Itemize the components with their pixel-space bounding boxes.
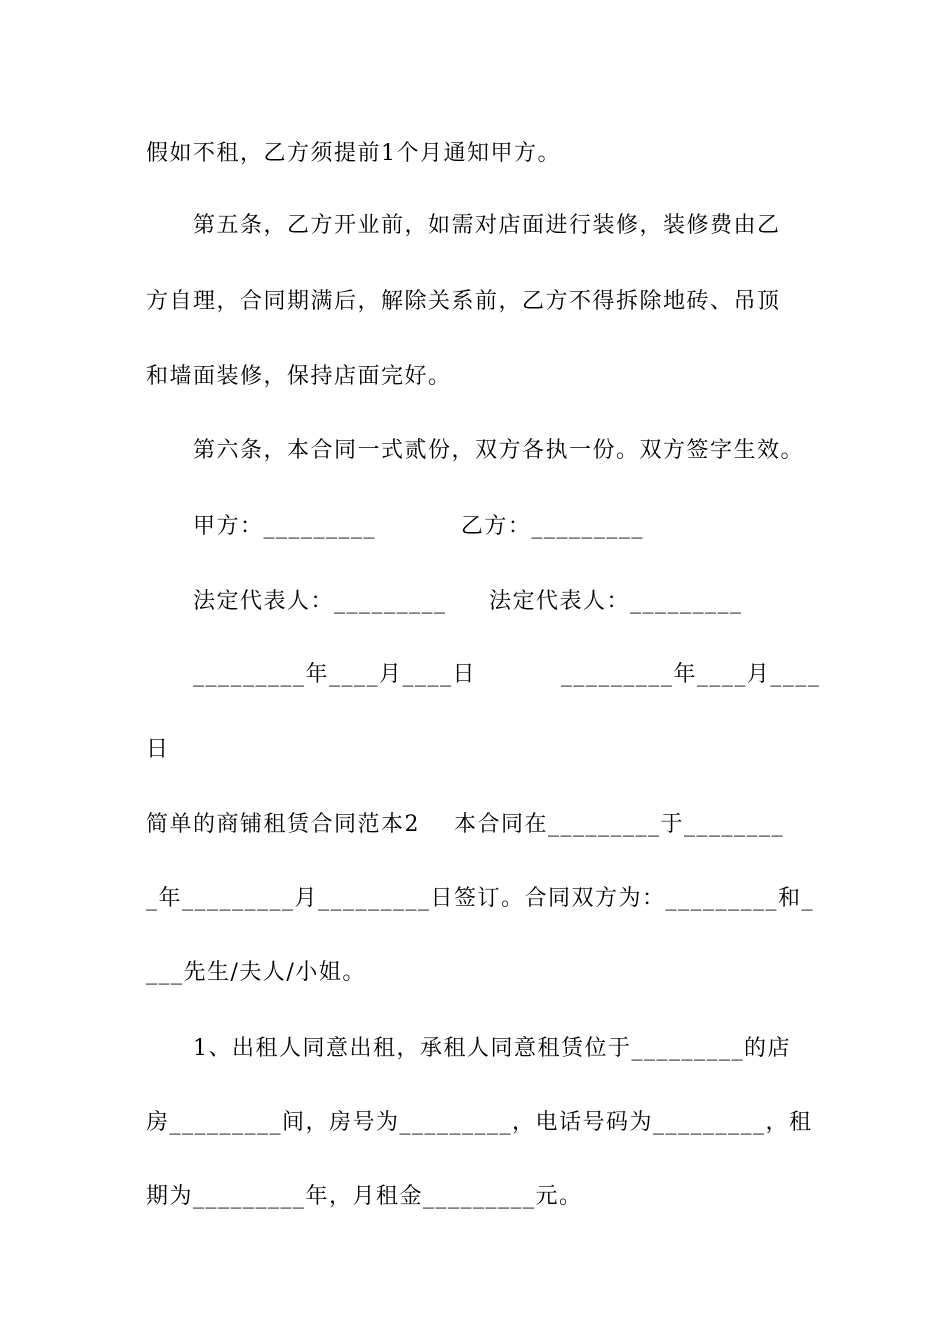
text-line: _年_________月_________日签订。合同双方为：_________和_	[146, 886, 815, 911]
text-line: 第五条，乙方开业前，如需对店面进行装修，装修费由乙	[193, 213, 781, 238]
text-line: 假如不租，乙方须提前1个月通知甲方。	[146, 141, 561, 166]
signature-line-party: 甲方：_________ 乙方：_________	[193, 514, 644, 539]
text-line: 日	[146, 737, 170, 762]
text-line: 期为_________年，月租金_________元。	[146, 1184, 583, 1209]
text-line: 1、出租人同意出租，承租人同意租赁位于_________的店	[193, 1036, 791, 1061]
text-line: 方自理，合同期满后，解除关系前，乙方不得拆除地砖、吊顶	[146, 289, 781, 314]
signature-line-date: _________年____月____日 _________年____月____	[193, 662, 821, 687]
text-line: ___先生/夫人/小姐。	[146, 960, 366, 985]
text-line: 和墙面装修，保持店面完好。	[146, 364, 452, 389]
text-line: 房_________间，房号为_________，电话号码为_________，租	[146, 1110, 813, 1135]
text-line: 简单的商铺租赁合同范本2 本合同在_________于________	[146, 812, 784, 837]
text-line: 第六条，本合同一式贰份，双方各执一份。双方签字生效。	[193, 438, 805, 463]
signature-line-representative: 法定代表人：_________ 法定代表人：_________	[193, 589, 743, 614]
